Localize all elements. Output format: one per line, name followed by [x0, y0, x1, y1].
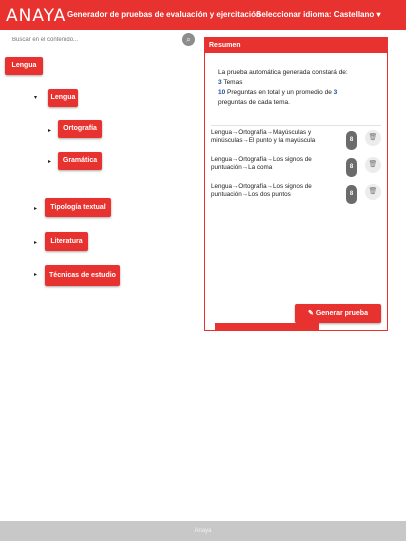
tree-node-tipologia-textual[interactable]: Tipología textual	[45, 198, 111, 217]
chevron-down-icon: ▾	[376, 10, 381, 19]
caret-closed-icon[interactable]: ▸	[48, 159, 52, 165]
tree-node-literatura[interactable]: Literatura	[45, 232, 88, 251]
caret-closed-icon[interactable]: ▸	[34, 240, 38, 246]
divider	[211, 125, 381, 126]
item-path: Lengua→Ortografía→Los signos de puntuación→La coma	[211, 156, 312, 171]
trash-icon[interactable]: 🗑	[365, 157, 381, 173]
summary-text	[218, 68, 378, 108]
tree-node-lengua[interactable]: Lengua	[48, 89, 78, 107]
summary-avg-label: preguntas de cada tema.	[218, 99, 290, 106]
avg-count: 3	[333, 89, 338, 96]
tree-node-gramatica[interactable]: Gramática	[58, 152, 102, 170]
app-title: Generador de pruebas de evaluación y ejercitación	[67, 10, 261, 19]
search-bar	[10, 33, 195, 47]
item-count-badge[interactable]: 8	[346, 131, 357, 150]
summary-questions	[218, 88, 378, 98]
anaya-logo: ANAYA	[6, 6, 67, 26]
summary-topics	[218, 78, 378, 88]
language-select-label: Seleccionar idioma: Castellano	[256, 10, 375, 19]
tree-node-ortografia[interactable]: Ortografía	[58, 120, 102, 138]
trash-icon[interactable]: 🗑	[365, 184, 381, 200]
summary-intro: La prueba automática generada constará de:	[218, 69, 348, 76]
caret-closed-icon[interactable]: ▸	[34, 206, 38, 212]
summary-title: Resumen	[205, 38, 387, 53]
list-item	[211, 183, 383, 207]
footer-text: Anaya	[194, 528, 212, 534]
list-item	[211, 129, 383, 153]
topics-count: 3	[218, 79, 222, 86]
footer	[0, 521, 406, 541]
accent-bar	[215, 323, 319, 330]
list-item	[211, 156, 383, 180]
caret-open-icon[interactable]: ▾	[34, 95, 38, 101]
tree-node-tecnicas-de-estudio[interactable]: Técnicas de estudio	[45, 265, 120, 286]
item-path: Lengua→Ortografía→Mayúsculas y minúsculas→El punto y la mayúscula	[211, 129, 316, 144]
questions-label: Preguntas en total y un promedio de	[225, 89, 334, 96]
top-bar	[0, 0, 406, 30]
item-count-badge[interactable]: 8	[346, 158, 357, 177]
search-icon[interactable]: ⌕	[182, 33, 195, 46]
edit-icon: ✎	[308, 310, 314, 317]
search-input[interactable]	[10, 33, 182, 47]
generate-test-button[interactable]	[295, 304, 381, 323]
topics-label: Temas	[221, 79, 243, 86]
caret-closed-icon[interactable]: ▸	[48, 128, 52, 134]
tree-node-lengua-root[interactable]: Lengua	[5, 57, 43, 75]
generate-test-label: Generar prueba	[315, 310, 368, 317]
item-count-badge[interactable]: 8	[346, 185, 357, 204]
summary-panel	[204, 37, 388, 331]
questions-count: 10	[218, 89, 226, 96]
item-path: Lengua→Ortografía→Los signos de puntuación→Los dos puntos	[211, 183, 312, 198]
trash-icon[interactable]: 🗑	[365, 130, 381, 146]
caret-closed-icon[interactable]: ▸	[34, 272, 38, 278]
language-select[interactable]	[256, 10, 381, 19]
